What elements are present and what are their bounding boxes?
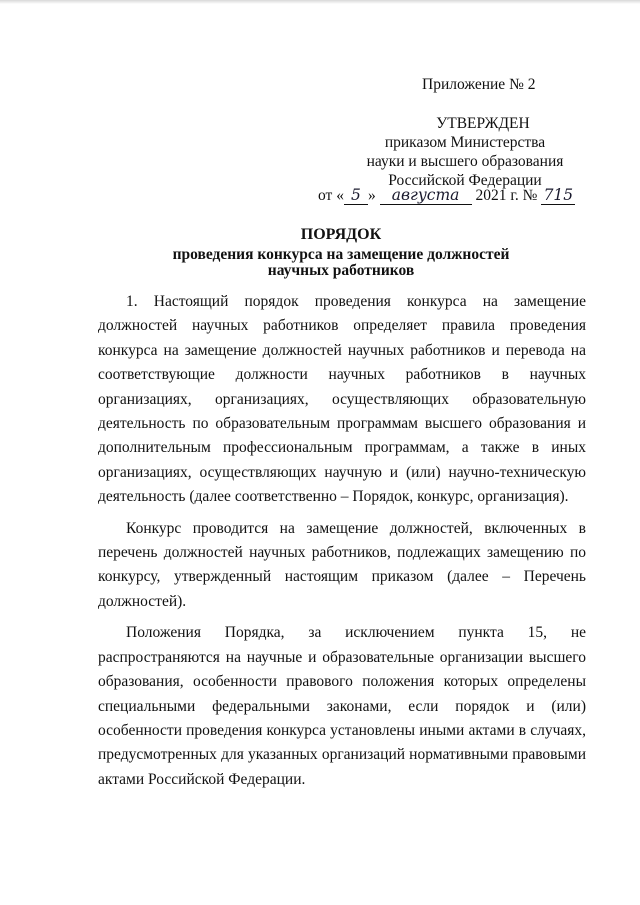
- date-year-number-label: 2021 г. №: [475, 187, 538, 204]
- date-month-handwritten: августа: [380, 186, 472, 205]
- order-number-handwritten: 715: [541, 186, 575, 205]
- approval-line-2: науки и высшего образования: [366, 153, 564, 170]
- title-line-2: проведения конкурса на замещение должностей: [172, 246, 510, 263]
- order-date-line: [318, 186, 575, 205]
- title-line-3: научных работников: [267, 262, 415, 279]
- paragraph-1: 1. Настоящий порядок проведения конкурса на замещение должностей научных работников определяет правила проведения конкурса на замещение должностей научных работников и перевода на соответствующие должности научных работников в научных организациях, организациях, осуществляющих образовательную деятельность по образовательным программам высшего образования и дополнительным профессиональным программам, а также в иных организациях, осуществляющих научную и (или) научно-техническую деятельность (далее соответственно – Порядок, конкурс, организация).: [98, 293, 586, 506]
- approval-line-3: Российской Федерации: [388, 172, 542, 189]
- approval-line-1: приказом Министерства: [384, 134, 546, 151]
- scan-edge: [0, 0, 640, 4]
- paragraph-2: Конкурс проводится на замещение должностей, включенных в перечень должностей научных работников, подлежащих замещению по конкурсу, утвержденный настоящим приказом (далее – Перечень должностей).: [98, 519, 586, 610]
- date-day-handwritten: 5: [344, 186, 368, 205]
- annex-label: Приложение № 2: [422, 76, 536, 93]
- date-prefix: от «: [318, 187, 344, 204]
- document-title: [0, 227, 640, 279]
- approval-word: УТВЕРЖДЕН: [436, 115, 530, 132]
- date-mid: »: [367, 187, 376, 204]
- approval-stamp: [300, 114, 630, 190]
- title-line-1: ПОРЯДОК: [300, 226, 382, 243]
- document-body: [98, 290, 586, 799]
- paragraph-3: Положения Порядка, за исключением пункта 15, не распространяются на научные и образовательные организации высшего образования, особенности правового положения которых определены специальными федеральными законами, если порядок и (или) особенности проведения конкурса установлены иными актами в случаях, предусмотренных для указанных организаций нормативными правовыми актами Российской Федерации.: [98, 624, 586, 788]
